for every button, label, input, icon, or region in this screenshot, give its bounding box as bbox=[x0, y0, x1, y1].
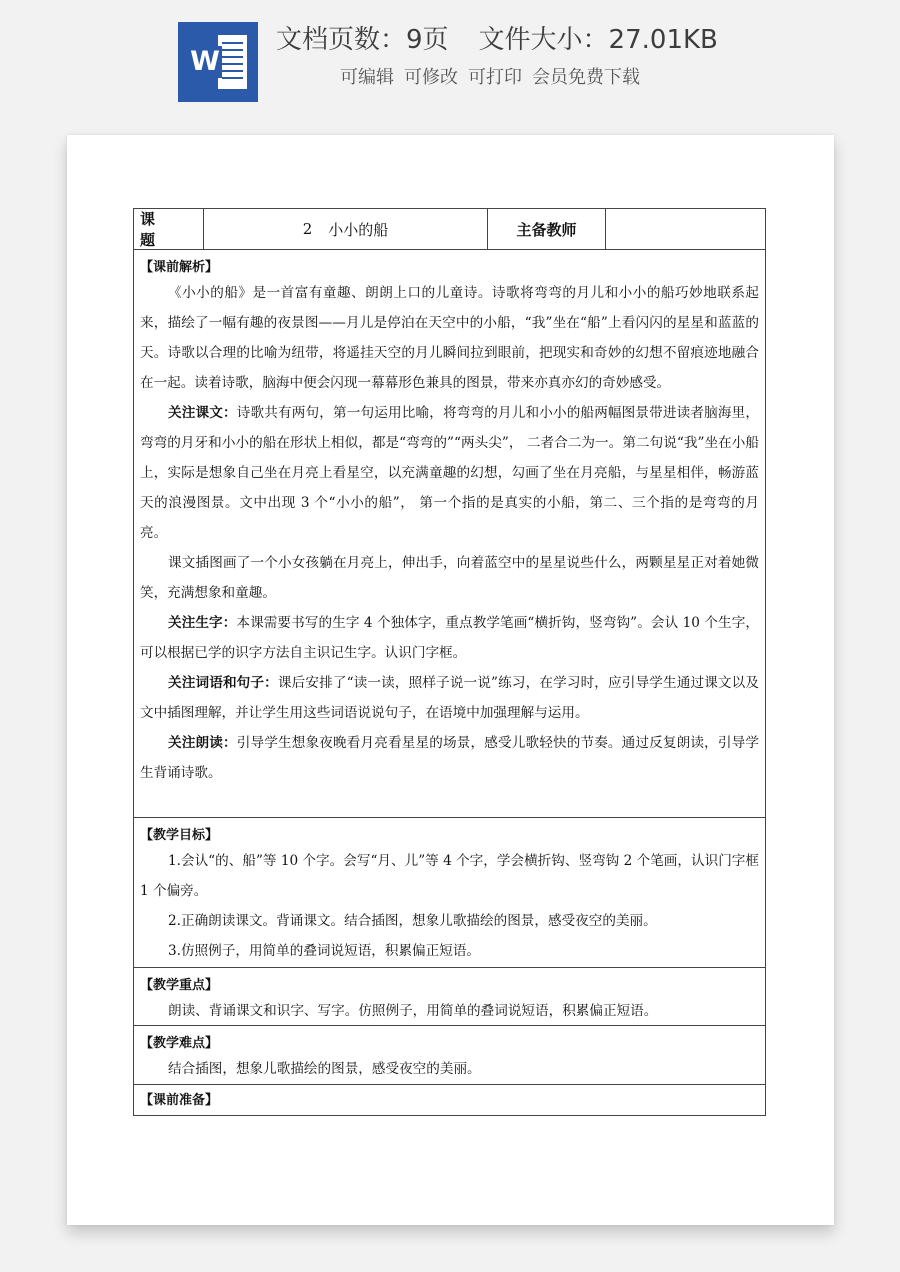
page-count: 文档页数：9页 bbox=[276, 25, 449, 55]
goal-item: 2.正确朗读课文。背诵课文。结合插图，想象儿歌描绘的图景，感受夜空的美丽。 bbox=[168, 913, 657, 929]
key-points-section bbox=[134, 968, 765, 1026]
lesson-plan-table bbox=[133, 208, 766, 1116]
analysis-paragraph: 课文插图画了一个小女孩躺在月亮上，伸出手，向着蓝空中的星星说些什么，两颗星星正对着她微笑，充满想象和童趣。 bbox=[140, 555, 759, 601]
feature-list bbox=[340, 64, 650, 92]
pre-class-analysis-section bbox=[134, 250, 765, 818]
analysis-paragraph: 关注生字：本课需要书写的生字 4 个独体字，重点教学笔画“横折钩，竖弯钩”。会认 10 个生字，可以根据已学的识字方法自主识记生字。认识门字框。 bbox=[140, 615, 759, 661]
section-title: 【课前准备】 bbox=[140, 1093, 219, 1108]
goal-item: 3.仿照例子，用简单的叠词说短语，积累偏正短语。 bbox=[168, 943, 481, 959]
teacher-label: 主备教师 bbox=[488, 209, 606, 249]
difficulties-section bbox=[134, 1026, 765, 1085]
feature-free-download: 会员免费下载 bbox=[532, 67, 640, 88]
lesson-title-cell bbox=[204, 209, 488, 249]
paragraph-label: 关注课文： bbox=[168, 405, 237, 421]
analysis-paragraph: 关注课文：诗歌共有两句，第一句运用比喻，将弯弯的月儿和小小的船两幅图景带进读者脑海里，弯弯的月牙和小小的船在形状上相似，都是“弯弯的”“两头尖”， 二者合二为一。第二句说“我”坐在小船上，实际是想象自己坐在月亮上看星空，以充满童趣的幻想，勾画了坐在月亮船，与星星相伴，畅游蓝天的浪漫图景。文中出现 3 个“小小的船”， 第一个指的是真实的小船，第二、三个指的是弯弯的月亮。 bbox=[140, 405, 760, 541]
paragraph-label: 关注生字： bbox=[168, 615, 237, 631]
analysis-paragraph: 关注词语和句子：课后安排了“读一读，照样子说一说”练习，在学习时，应引导学生通过课文以及文中插图理解，并让学生用这些词语说说句子，在语境中加强理解与运用。 bbox=[140, 675, 760, 721]
paragraph-label: 关注词语和句子： bbox=[168, 675, 278, 691]
file-meta bbox=[276, 20, 746, 60]
section-title: 【教学重点】 bbox=[140, 978, 219, 993]
analysis-paragraph: 《小小的船》是一首富有童趣、朗朗上口的儿童诗。诗歌将弯弯的月儿和小小的船巧妙地联系起来，描绘了一幅有趣的夜景图——月儿是停泊在天空中的小船，“我”坐在“船”上看闪闪的星星和蓝蓝的天。诗歌以合理的比喻为纽带，将遥挂天空的月儿瞬间拉到眼前，把现实和奇妙的幻想不留痕迹地融合在一起。读着诗歌，脑海中便会闪现一幕幕形色兼具的图景，带来亦真亦幻的奇妙感受。 bbox=[140, 285, 759, 391]
feature-printable: 可打印 bbox=[468, 67, 522, 88]
topic-label: 课 题 bbox=[134, 209, 204, 249]
feature-modifiable: 可修改 bbox=[404, 67, 458, 88]
word-document-icon bbox=[178, 22, 258, 102]
lesson-number: 2 bbox=[302, 220, 313, 238]
header-row bbox=[134, 209, 765, 250]
analysis-paragraph: 关注朗读：引导学生想象夜晚看月亮看星星的场景，感受儿歌轻快的节奏。通过反复朗读，引导学生背诵诗歌。 bbox=[140, 735, 760, 781]
lesson-title: 小小的船 bbox=[328, 220, 389, 239]
section-title: 【教学难点】 bbox=[140, 1036, 219, 1051]
teaching-goals-section bbox=[134, 818, 765, 968]
goal-item: 1.会认“的、船”等 10 个字。会写“月、儿”等 4 个字，学会横折钩、竖弯钩 2 个笔画，认识门字框 1 个偏旁。 bbox=[140, 853, 759, 899]
document-page bbox=[67, 135, 834, 1225]
key-points-text: 朗读、背诵课文和识字、写字。仿照例子，用简单的叠词说短语，积累偏正短语。 bbox=[168, 1003, 658, 1019]
difficulties-text: 结合插图，想象儿歌描绘的图景，感受夜空的美丽。 bbox=[168, 1061, 481, 1077]
download-banner bbox=[0, 0, 900, 120]
file-size: 文件大小：27.01KB bbox=[478, 25, 718, 55]
section-title: 【教学目标】 bbox=[140, 828, 219, 843]
preparation-section bbox=[134, 1085, 765, 1115]
word-letter: W bbox=[188, 46, 222, 78]
paragraph-label: 关注朗读： bbox=[168, 735, 237, 751]
teacher-value[interactable] bbox=[606, 209, 765, 249]
section-title: 【课前解析】 bbox=[140, 260, 219, 275]
feature-editable: 可编辑 bbox=[340, 67, 394, 88]
